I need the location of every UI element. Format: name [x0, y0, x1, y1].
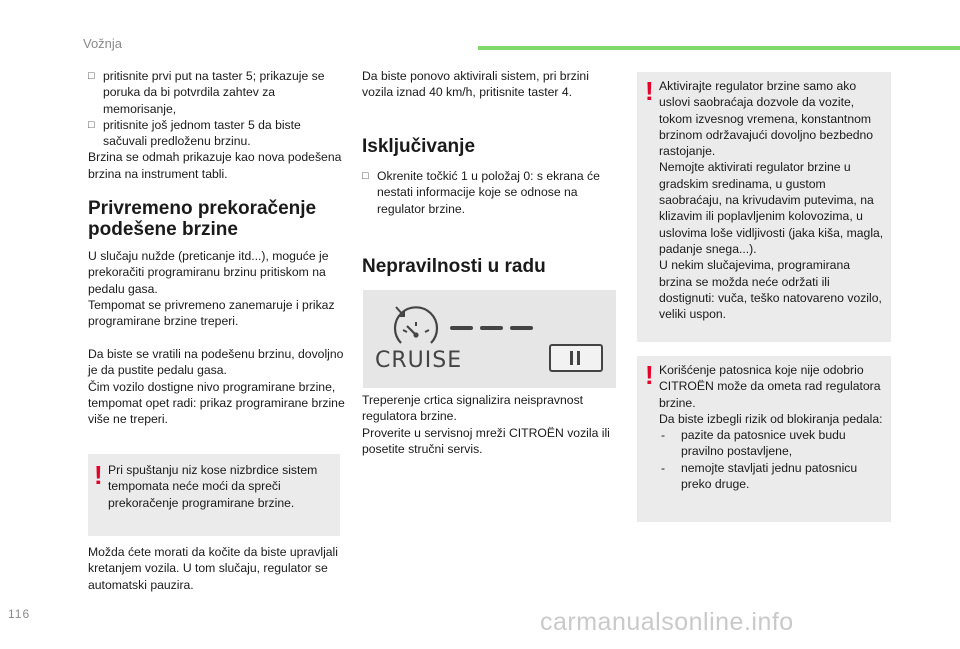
paragraph: Treperenje crtica signalizira neispravnost regulatora brzine.	[362, 393, 584, 424]
section-heading: Privremeno prekoračenje podešene brzine	[88, 198, 317, 240]
paragraph: Da biste ponovo aktivirali sistem, pri brzini vozila iznad 40 km/h, pritisnite taster 4.	[362, 69, 589, 100]
paragraph: Čim vozilo dostigne nivo programirane brzine, tempomat opet radi: prikaz programirane brzine više ne treperi.	[88, 379, 345, 427]
warning-exclamation-icon: !	[645, 76, 654, 106]
step-item	[88, 68, 346, 117]
paragraph: Brzina se odmah prikazuje kao nova podešena brzina na instrument tabli.	[88, 150, 342, 181]
page-number: 116	[8, 607, 31, 621]
text-block	[88, 248, 346, 329]
warning-text: Pri spuštanju niz kose nizbrdice sistem tempomata neće moći da spreči prekoračenje programirane brzine.	[108, 463, 318, 510]
section-title: Vožnja	[83, 36, 123, 51]
warning-exclamation-icon: !	[645, 360, 654, 390]
watermark: carmanualsonline.info	[540, 608, 794, 636]
text-block	[362, 392, 620, 457]
pause-indicator	[549, 344, 603, 372]
step-text: pritisnite još jednom taster 5 da biste sačuvali predloženu brzinu.	[103, 117, 301, 149]
section-heading: Isključivanje	[362, 136, 476, 157]
pause-icon	[570, 351, 573, 365]
warning-text: U nekim slučajevima, programirana brzina se možda neće održati ili dostignuti: vuča, teško natovareno vozilo, veliki uspon.	[659, 258, 882, 322]
text-block	[88, 544, 346, 593]
step-text: pritisnite prvi put na taster 5; prikazuje se poruka da bi potvrdila zahtev za memorisanje,	[103, 69, 325, 116]
text-block	[362, 68, 620, 101]
warning-text: Nemojte aktivirati regulator brzine u gradskim sredinama, u gustom saobraćaju, na krivudavim putevima, na klizavim ili poplavljenim kolovozima, u uslovima loše vidljivosti (jaka kiša, magla, padanje snega...).	[659, 160, 884, 256]
warning-exclamation-icon: !	[94, 460, 103, 490]
list-item: - pazite da patosnice uvek budu pravilno postavljene,	[661, 428, 846, 459]
paragraph: Tempomat se privremeno zanemaruje i prikaz programirane brzine treperi.	[88, 297, 335, 329]
cruise-label: CRUISE	[375, 348, 463, 373]
warning-text: Korišćenje patosnica koje nije odobrio CITROËN može da ometa rad regulatora brzine.	[659, 363, 881, 410]
step-item	[362, 168, 620, 217]
paragraph: U slučaju nužde (preticanje itd...), moguće je prekoračiti programiranu brzinu pritiskom na pedalu gasa.	[88, 249, 329, 296]
warning-box	[637, 72, 891, 342]
step-list	[362, 168, 620, 217]
warning-text: Aktivirajte regulator brzine samo ako uslovi saobraćaja dozvole da vozite, tokom izvesnog vremena, konstantnom brzinom održavajući dovoljno bezbedno rastojanje.	[659, 79, 874, 159]
warning-text: Da biste izbegli rizik od blokiranja pedala:	[659, 411, 883, 426]
list-item: - nemojte stavljati jednu patosnicu preko druge.	[661, 460, 858, 492]
checkbox-bullet-icon: □	[88, 118, 95, 131]
cruise-display-panel	[363, 290, 616, 388]
section-heading: Nepravilnosti u radu	[362, 256, 546, 277]
paragraph: Proverite u servisnoj mreži CITROËN vozila ili posetite stručni servis.	[362, 425, 610, 456]
step-list	[88, 68, 346, 182]
paragraph: Da biste se vratili na podešenu brzinu, dovoljno je da pustite pedalu gasa.	[88, 347, 344, 378]
step-item	[88, 117, 346, 150]
warning-box	[88, 454, 340, 536]
section-accent-bar	[478, 46, 960, 50]
step-text: Okrenite točkić 1 u položaj 0: s ekrana će nestati informacije koje se odnose na regulator brzine.	[377, 169, 600, 216]
paragraph: Možda ćete morati da kočite da biste upravljali kretanjem vozila. U tom slučaju, regulator se automatski pauzira.	[88, 545, 338, 592]
text-block	[88, 346, 346, 427]
warning-box	[637, 356, 891, 522]
checkbox-bullet-icon: □	[88, 70, 95, 82]
checkbox-bullet-icon: □	[362, 170, 369, 182]
